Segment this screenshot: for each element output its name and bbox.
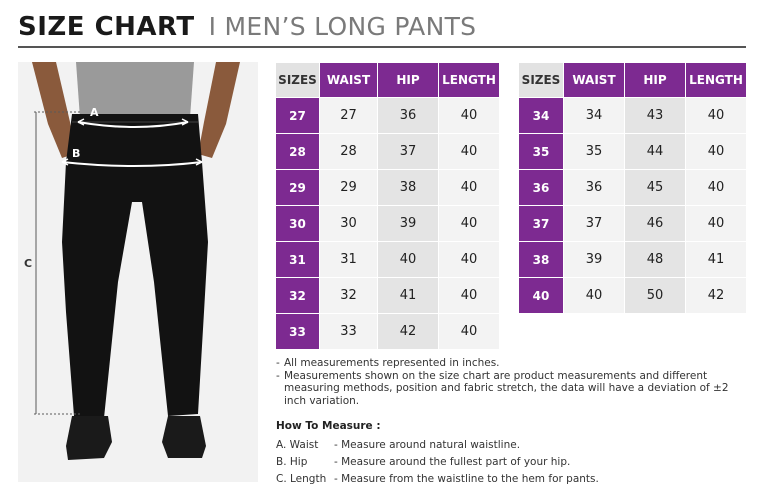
table-row: [276, 98, 499, 133]
waist-cell: 35: [564, 134, 624, 169]
note-item: [276, 357, 746, 370]
length-cell: 42: [686, 278, 746, 313]
length-cell: 40: [686, 206, 746, 241]
hip-cell: 38: [378, 170, 438, 205]
length-cell: 40: [439, 170, 499, 205]
hip-cell: 45: [625, 170, 685, 205]
table-row: [276, 278, 499, 313]
waist-cell: 34: [564, 98, 624, 133]
table-row: [276, 134, 499, 169]
table-row: [519, 206, 746, 241]
table-row: [519, 278, 746, 313]
length-cell: 40: [686, 134, 746, 169]
col-header-waist: WAIST: [564, 63, 624, 97]
size-cell: 34: [519, 98, 563, 133]
size-cell: 40: [519, 278, 563, 313]
waist-cell: 37: [564, 206, 624, 241]
hip-cell: 46: [625, 206, 685, 241]
size-cell: 35: [519, 134, 563, 169]
waist-cell: 29: [320, 170, 377, 205]
size-cell: 31: [276, 242, 319, 277]
hip-cell: 44: [625, 134, 685, 169]
length-cell: 40: [439, 98, 499, 133]
size-table-left: [275, 62, 500, 350]
left-shoe: [66, 416, 112, 460]
waist-cell: 32: [320, 278, 377, 313]
guide-a-label: A: [90, 106, 99, 119]
measure-text: - Measure from the waistline to the hem for pants.: [334, 472, 599, 485]
title-divider: [18, 46, 746, 48]
measure-text: - Measure around natural waistline.: [334, 438, 521, 451]
size-cell: 30: [276, 206, 319, 241]
size-cell: 38: [519, 242, 563, 277]
measure-label: A. Waist: [276, 438, 319, 451]
length-cell: 41: [686, 242, 746, 277]
size-cell: 27: [276, 98, 319, 133]
hip-cell: 36: [378, 98, 438, 133]
hip-cell: 42: [378, 314, 438, 349]
table-row: [519, 134, 746, 169]
waist-cell: 30: [320, 206, 377, 241]
measure-label: B. Hip: [276, 455, 308, 468]
table-row: [276, 314, 499, 349]
table-row: [276, 206, 499, 241]
col-header-sizes: SIZES: [276, 63, 319, 97]
waist-cell: 36: [564, 170, 624, 205]
length-cell: 40: [439, 242, 499, 277]
how-to-measure-title: How To Measure :: [276, 420, 381, 432]
size-cell: 28: [276, 134, 319, 169]
waist-cell: 28: [320, 134, 377, 169]
measure-text: - Measure around the fullest part of your hip.: [334, 455, 571, 468]
how-to-measure-item: [276, 470, 746, 487]
table-row: [519, 242, 746, 277]
note-dash: -: [276, 357, 280, 369]
size-cell: 36: [519, 170, 563, 205]
col-header-length: LENGTH: [439, 63, 499, 97]
title-main: SIZE CHART: [18, 12, 195, 42]
how-to-measure-item: [276, 453, 746, 470]
col-header-length: LENGTH: [686, 63, 746, 97]
col-header-sizes: SIZES: [519, 63, 563, 97]
hip-cell: 40: [378, 242, 438, 277]
measure-label: C. Length: [276, 472, 327, 485]
size-cell: 33: [276, 314, 319, 349]
note-text: Measurements shown on the size chart are product measurements and different measuring methods, position and fabric stretch, the data will have a deviation of ±2 inch variation.: [284, 369, 729, 407]
size-cell: 29: [276, 170, 319, 205]
length-cell: 40: [686, 98, 746, 133]
hip-cell: 39: [378, 206, 438, 241]
hip-cell: 50: [625, 278, 685, 313]
right-shoe: [162, 416, 206, 458]
hip-cell: 41: [378, 278, 438, 313]
model-illustration: [18, 62, 258, 482]
length-cell: 40: [439, 278, 499, 313]
note-item: [276, 370, 746, 408]
length-cell: 40: [686, 170, 746, 205]
length-cell: 40: [439, 134, 499, 169]
length-cell: 40: [439, 314, 499, 349]
table-row: [276, 242, 499, 277]
size-cell: 37: [519, 206, 563, 241]
guide-b-label: B: [72, 147, 81, 160]
title-subtitle: I MEN’S LONG PANTS: [208, 12, 477, 41]
table-header-row: [276, 63, 499, 97]
waist-cell: 40: [564, 278, 624, 313]
pants-figure-svg: [18, 62, 258, 482]
hip-cell: 37: [378, 134, 438, 169]
guide-c-label: C: [24, 257, 33, 270]
table-header-row: [519, 63, 746, 97]
hip-cell: 48: [625, 242, 685, 277]
note-text: All measurements represented in inches.: [284, 357, 500, 369]
hip-cell: 43: [625, 98, 685, 133]
col-header-hip: HIP: [378, 63, 438, 97]
size-cell: 32: [276, 278, 319, 313]
waist-cell: 33: [320, 314, 377, 349]
waist-cell: 31: [320, 242, 377, 277]
how-to-measure-list: [276, 436, 746, 487]
waist-cell: 39: [564, 242, 624, 277]
col-header-waist: WAIST: [320, 63, 377, 97]
how-to-measure-item: [276, 436, 746, 453]
note-dash: -: [276, 369, 280, 382]
size-table-right: [518, 62, 747, 314]
measurement-notes: [276, 357, 746, 407]
table-row: [519, 98, 746, 133]
length-cell: 40: [439, 206, 499, 241]
table-row: [519, 170, 746, 205]
waist-cell: 27: [320, 98, 377, 133]
col-header-hip: HIP: [625, 63, 685, 97]
page-title: [18, 12, 476, 46]
table-row: [276, 170, 499, 205]
